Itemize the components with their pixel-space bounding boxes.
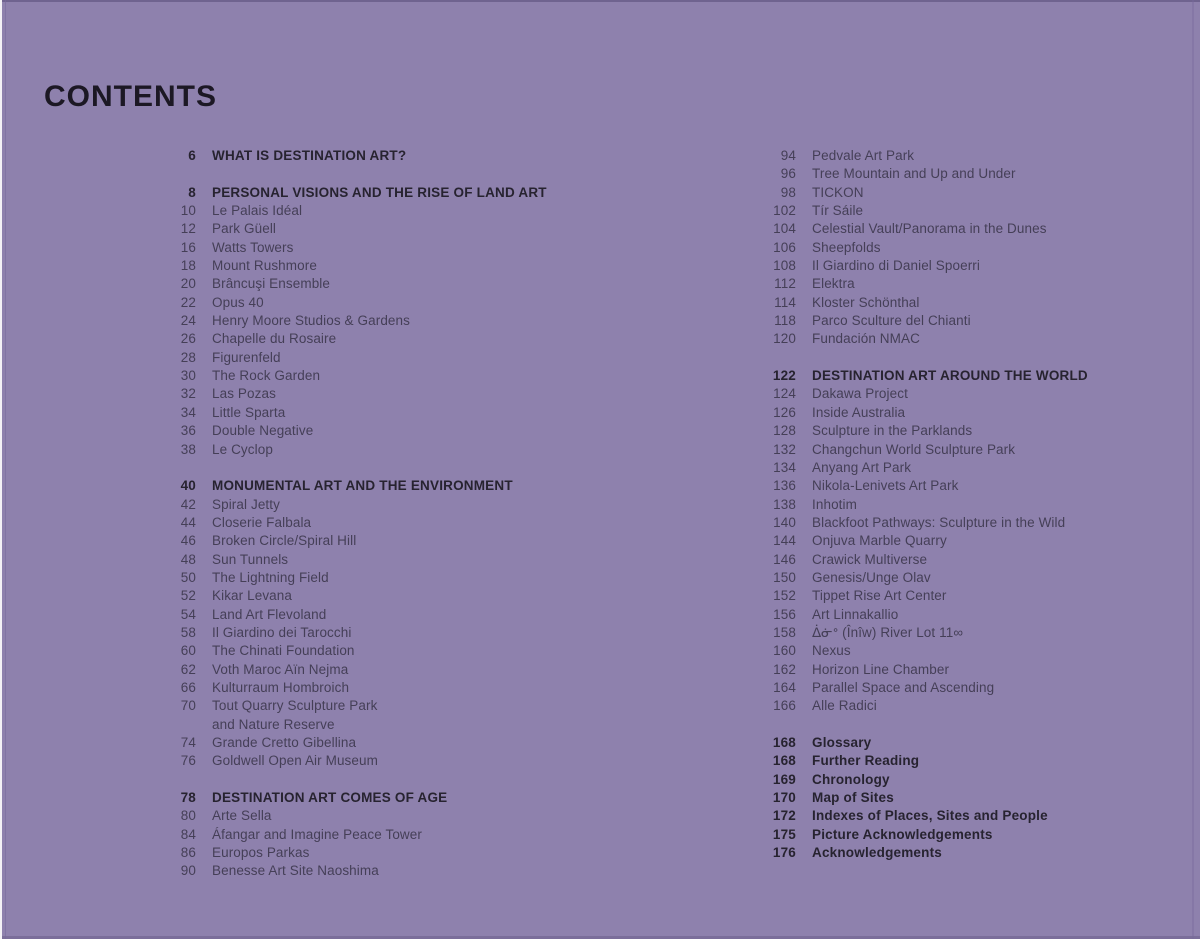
toc-page-number: 86: [180, 845, 196, 861]
toc-page-number: 40: [180, 478, 196, 494]
toc-page-number: 118: [774, 313, 796, 329]
toc-page-number: 44: [180, 514, 196, 530]
toc-row: [136, 349, 606, 367]
toc-entry-title: Spiral Jetty: [212, 496, 280, 512]
toc-row: [736, 569, 1200, 587]
toc-section-block: [136, 184, 606, 459]
toc-entry-title: Genesis/Unge Olav: [812, 569, 931, 585]
toc-page-number: 162: [773, 661, 796, 677]
toc-row: [136, 551, 606, 569]
toc-row: [136, 220, 606, 238]
toc-entry-title: Grande Cretto Gibellina: [212, 735, 357, 750]
toc-entry-title: Fundación NMAC: [812, 331, 920, 347]
toc-section-heading: PERSONAL VISIONS AND THE RISE OF LAND ART: [212, 184, 547, 200]
toc-page-number: 124: [773, 386, 796, 402]
toc-entry-title: Inhotim: [812, 496, 857, 512]
toc-row: [736, 312, 1200, 330]
toc-row: [136, 275, 606, 293]
toc-page-number: 38: [180, 441, 196, 457]
toc-page-number: 168: [772, 735, 796, 750]
toc-row: [736, 752, 1200, 770]
toc-row: [736, 147, 1200, 165]
page-title: CONTENTS: [44, 80, 217, 113]
toc-entry-title: Little Sparta: [212, 404, 286, 420]
toc-row: [136, 257, 606, 275]
toc-page-number: 46: [180, 533, 196, 549]
toc-row: [136, 862, 606, 880]
toc-page-number: 10: [180, 203, 196, 219]
toc-row: [736, 257, 1200, 275]
toc-page-number: 175: [772, 826, 796, 842]
toc-page-number: 70: [180, 698, 196, 714]
toc-entry-title: Sculpture in the Parklands: [812, 423, 973, 439]
toc-entry-title: Sun Tunnels: [212, 551, 289, 567]
toc-page-number: 74: [180, 735, 196, 750]
toc-row: [136, 661, 606, 679]
toc-page-number: 84: [180, 826, 196, 842]
toc-row: [136, 367, 606, 385]
toc-page-number: 16: [180, 239, 196, 255]
toc-page-number: 12: [180, 221, 196, 237]
toc-section-block: [736, 367, 1200, 716]
toc-row: [736, 367, 1200, 385]
toc-entry-title: Voth Maroc Aïn Nejma: [212, 661, 349, 677]
toc-row: [736, 624, 1200, 642]
toc-entry-title: Le Palais Idéal: [212, 203, 303, 219]
toc-row: [136, 312, 606, 330]
toc-entry-title: Parco Sculture del Chianti: [812, 313, 971, 329]
page-left-edge-white-sliver: [0, 0, 2, 939]
toc-page-number: 36: [180, 423, 196, 439]
toc-row: [136, 606, 606, 624]
toc-row: [736, 771, 1200, 789]
toc-entry-title: Il Giardino di Daniel Spoerri: [812, 258, 980, 274]
toc-page-number: 102: [773, 203, 796, 219]
toc-row: [736, 807, 1200, 825]
toc-row: [736, 587, 1200, 605]
toc-entry-title: Europos Parkas: [212, 845, 310, 861]
toc-page-number: 126: [773, 404, 796, 420]
toc-row: [736, 844, 1200, 862]
toc-section-block: [136, 477, 606, 771]
toc-row: [136, 239, 606, 257]
toc-page-number: 146: [773, 551, 796, 567]
toc-page-number: 122: [772, 368, 796, 384]
toc-row: [736, 679, 1200, 697]
toc-row: [136, 294, 606, 312]
toc-section-heading: Picture Acknowledgements: [812, 826, 993, 842]
toc-entry-title: Tír Sáile: [812, 203, 864, 219]
toc-entry-title: Áfangar and Imagine Peace Tower: [212, 826, 422, 842]
toc-entry-title: Opus 40: [212, 294, 264, 310]
toc-row: [736, 697, 1200, 715]
toc-page-number: 108: [773, 258, 796, 274]
toc-page-number: 78: [180, 790, 196, 806]
toc-entry-title: Anyang Art Park: [812, 459, 912, 475]
toc-entry-title: Kulturraum Hombroich: [212, 679, 350, 695]
page-top-edge-shadow: [0, 0, 1200, 2]
toc-page-number: 164: [773, 679, 796, 695]
toc-page-number: 28: [180, 349, 196, 365]
toc-section-heading: DESTINATION ART AROUND THE WORLD: [812, 368, 1088, 384]
toc-page-number: 176: [772, 845, 796, 861]
toc-entry-title: Pedvale Art Park: [812, 148, 915, 163]
toc-row: [736, 404, 1200, 422]
toc-section-block: [136, 147, 606, 165]
toc-row: [136, 844, 606, 862]
toc-section-heading: Acknowledgements: [812, 845, 942, 861]
toc-page-number: 150: [773, 569, 796, 585]
toc-row: [136, 789, 606, 807]
toc-entry-title: Broken Circle/Spiral Hill: [212, 533, 357, 549]
toc-column-left: [136, 147, 606, 881]
toc-page-number: 66: [180, 679, 196, 695]
toc-entry-title: Alle Radici: [812, 698, 877, 714]
toc-row: [136, 496, 606, 514]
toc-page-number: 96: [780, 166, 796, 182]
toc-row: [136, 697, 606, 715]
toc-entry-title: TICKON: [812, 184, 864, 200]
toc-row: [136, 330, 606, 348]
toc-row: [136, 385, 606, 403]
toc-page-number: 166: [773, 698, 796, 714]
toc-page-number: 54: [180, 606, 196, 622]
toc-page-number: 8: [188, 184, 196, 200]
toc-row: [136, 587, 606, 605]
toc-page-number: 144: [773, 533, 796, 549]
toc-row: [136, 752, 606, 770]
toc-entry-title: Chapelle du Rosaire: [212, 331, 337, 347]
toc-entry-title: Benesse Art Site Naoshima: [212, 863, 379, 879]
toc-page-number: 106: [773, 239, 796, 255]
toc-page-number: 6: [188, 148, 196, 163]
toc-row: [736, 661, 1200, 679]
toc-row: [136, 716, 606, 734]
toc-page-number: 34: [180, 404, 196, 420]
toc-row: [736, 551, 1200, 569]
toc-section-heading: Further Reading: [812, 753, 920, 769]
toc-row: [736, 826, 1200, 844]
toc-row: [736, 275, 1200, 293]
toc-entry-title: Arte Sella: [212, 808, 272, 824]
toc-row: [136, 404, 606, 422]
toc-page-number: 22: [180, 294, 196, 310]
toc-section-heading: WHAT IS DESTINATION ART?: [212, 148, 407, 163]
toc-row: [736, 514, 1200, 532]
toc-row: [736, 294, 1200, 312]
toc-entry-title: Celestial Vault/Panorama in the Dunes: [812, 221, 1047, 237]
toc-row: [736, 606, 1200, 624]
toc-row: [136, 624, 606, 642]
toc-entry-title: Horizon Line Chamber: [812, 661, 950, 677]
toc-page-number: 30: [180, 368, 196, 384]
toc-page-number: 18: [180, 258, 196, 274]
toc-row: [736, 220, 1200, 238]
toc-page-number: 58: [180, 624, 196, 640]
toc-page-number: 158: [773, 624, 796, 640]
toc-row: [736, 789, 1200, 807]
toc-page-number: 52: [180, 588, 196, 604]
toc-entry-title: Double Negative: [212, 423, 314, 439]
toc-entry-title: Nikola-Lenivets Art Park: [812, 478, 959, 494]
toc-row: [736, 459, 1200, 477]
toc-section-heading: Map of Sites: [812, 790, 894, 806]
toc-row: [736, 734, 1200, 752]
toc-section-heading: Indexes of Places, Sites and People: [812, 808, 1048, 824]
toc-entry-title: Tout Quarry Sculpture Park: [212, 698, 378, 714]
toc-page-number: 160: [773, 643, 796, 659]
toc-entry-title: Parallel Space and Ascending: [812, 679, 995, 695]
toc-entry-title: Kikar Levana: [212, 588, 292, 604]
toc-row: [736, 239, 1200, 257]
toc-entry-title: Elektra: [812, 276, 855, 292]
toc-entry-title: Crawick Multiverse: [812, 551, 928, 567]
toc-page-number: 140: [773, 514, 796, 530]
toc-entry-title: Onjuva Marble Quarry: [812, 533, 947, 549]
toc-section-heading: Glossary: [812, 735, 872, 750]
toc-section-heading: Chronology: [812, 771, 890, 787]
toc-column-right: [736, 147, 1200, 862]
toc-row: [736, 496, 1200, 514]
toc-row: [736, 202, 1200, 220]
toc-entry-title: Figurenfeld: [212, 349, 281, 365]
toc-entry-title: Tippet Rise Art Center: [812, 588, 947, 604]
toc-page-number: 134: [773, 459, 796, 475]
toc-row: [736, 330, 1200, 348]
toc-row: [736, 477, 1200, 495]
toc-row: [736, 184, 1200, 202]
toc-entry-title: Blackfoot Pathways: Sculpture in the Wild: [812, 514, 1066, 530]
toc-entry-title: Nexus: [812, 643, 851, 659]
toc-page-number: 60: [180, 643, 196, 659]
toc-entry-title: Goldwell Open Air Museum: [212, 753, 378, 769]
toc-row: [136, 477, 606, 495]
toc-section-heading: DESTINATION ART COMES OF AGE: [212, 790, 448, 806]
toc-row: [136, 202, 606, 220]
toc-entry-title: Il Giardino dei Tarocchi: [212, 624, 352, 640]
toc-row: [736, 532, 1200, 550]
toc-entry-title: Closerie Falbala: [212, 514, 312, 530]
toc-page-number: 168: [772, 753, 796, 769]
toc-row: [136, 826, 606, 844]
toc-page-number: 169: [772, 771, 796, 787]
toc-row: [136, 422, 606, 440]
toc-page-number: 152: [773, 588, 796, 604]
toc-entry-title: Inside Australia: [812, 404, 906, 420]
toc-entry-title: Henry Moore Studios & Gardens: [212, 313, 410, 329]
toc-row: [136, 147, 606, 165]
toc-row: [736, 422, 1200, 440]
toc-page-number: 32: [180, 386, 196, 402]
toc-page-number: 62: [180, 661, 196, 677]
toc-row: [736, 165, 1200, 183]
toc-page-number: 156: [773, 606, 796, 622]
toc-row: [136, 441, 606, 459]
toc-page-number: 112: [774, 276, 796, 292]
toc-section-heading: MONUMENTAL ART AND THE ENVIRONMENT: [212, 478, 513, 494]
toc-page-number: 138: [773, 496, 796, 512]
toc-row: [136, 514, 606, 532]
toc-section-block: [136, 789, 606, 881]
toc-entry-title: Brâncuşi Ensemble: [212, 276, 331, 292]
toc-page-number: 98: [780, 184, 796, 200]
toc-page-number: 170: [772, 790, 796, 806]
toc-section-block: [736, 147, 1200, 349]
toc-row: [136, 569, 606, 587]
toc-page-number: 90: [180, 863, 196, 879]
toc-entry-title: Land Art Flevoland: [212, 606, 327, 622]
toc-page-number: 24: [180, 313, 196, 329]
toc-entry-title: Art Linnakallio: [812, 606, 899, 622]
toc-page-number: 48: [180, 551, 196, 567]
toc-page-number: 42: [180, 496, 196, 512]
toc-page-number: 128: [773, 423, 796, 439]
toc-entry-title: Park Güell: [212, 221, 277, 237]
toc-entry-title: Sheepfolds: [812, 239, 881, 255]
toc-entry-title: The Lightning Field: [212, 569, 329, 585]
toc-entry-title: Mount Rushmore: [212, 258, 317, 274]
toc-entry-title: Le Cyclop: [212, 441, 273, 457]
toc-page-number: 50: [180, 569, 196, 585]
toc-entry-title: The Chinati Foundation: [212, 643, 355, 659]
toc-page-number: 104: [773, 221, 796, 237]
toc-row: [736, 441, 1200, 459]
toc-page-number: 26: [180, 331, 196, 347]
toc-page-number: 136: [773, 478, 796, 494]
toc-page-number: 80: [180, 808, 196, 824]
toc-row: [136, 679, 606, 697]
toc-row: [136, 734, 606, 752]
toc-row: [136, 184, 606, 202]
toc-entry-title: Dakawa Project: [812, 386, 908, 402]
toc-row: [136, 642, 606, 660]
toc-entry-title: Tree Mountain and Up and Under: [812, 166, 1016, 182]
toc-page-number: 120: [773, 331, 796, 347]
toc-row: [136, 807, 606, 825]
toc-page-number: 114: [774, 294, 796, 310]
toc-entry-title: and Nature Reserve: [212, 716, 335, 732]
toc-page-number: 172: [772, 808, 796, 824]
page-left-edge-crease-line: [5, 0, 6, 939]
toc-entry-title: ᐄᓃᐤ (Înîw) River Lot 11∞: [812, 624, 964, 640]
toc-entry-title: Watts Towers: [212, 239, 294, 255]
toc-page-number: 76: [180, 753, 196, 769]
page-right-edge-crease-line: [1192, 0, 1194, 939]
toc-row: [736, 642, 1200, 660]
toc-row: [736, 385, 1200, 403]
toc-entry-title: Changchun World Sculpture Park: [812, 441, 1016, 457]
toc-row: [136, 532, 606, 550]
toc-page-number: 94: [780, 148, 796, 163]
toc-page-number: 132: [773, 441, 796, 457]
toc-entry-title: Las Pozas: [212, 386, 276, 402]
toc-page-number: 20: [180, 276, 196, 292]
toc-entry-title: Kloster Schönthal: [812, 294, 920, 310]
toc-entry-title: The Rock Garden: [212, 368, 321, 384]
toc-section-block: [736, 734, 1200, 862]
